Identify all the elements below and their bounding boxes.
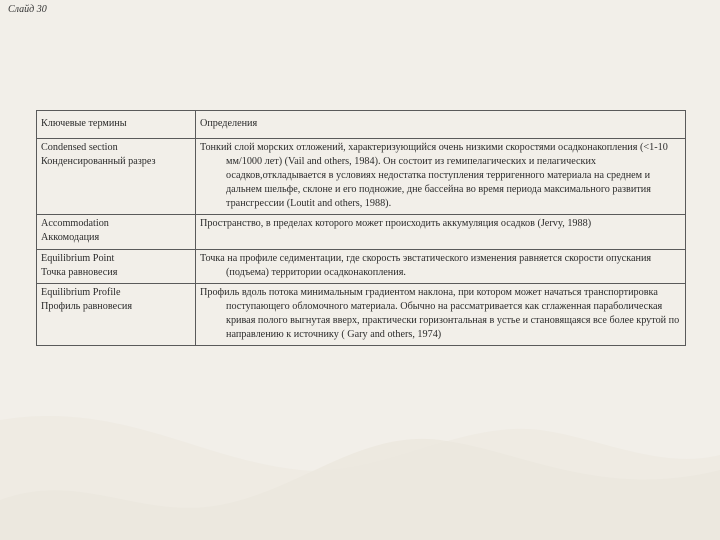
slide-number: Слайд 30 bbox=[8, 4, 47, 15]
table-row bbox=[37, 215, 686, 249]
definition-cell: Пространство, в пределах которого может происходить аккумуляция осадков (Jervy, 1988) bbox=[196, 215, 686, 249]
term-en: Equilibrium Profile bbox=[41, 286, 121, 298]
term-cell bbox=[37, 139, 196, 215]
term-ru: Точка равновесия bbox=[41, 266, 118, 278]
table-row bbox=[37, 249, 686, 283]
table-row bbox=[37, 139, 686, 215]
term-ru: Конденсированный разрез bbox=[41, 156, 156, 168]
term-cell bbox=[37, 249, 196, 283]
term-en: Accommodation bbox=[41, 218, 109, 230]
term-en: Equilibrium Point bbox=[41, 252, 115, 264]
table-row bbox=[37, 283, 686, 345]
terms-table bbox=[36, 110, 686, 346]
definition-cell: Тонкий слой морских отложений, характеризующийся очень низкими скоростями осадконакопления (<1-10 мм/1000 лет) (Vail and others, 1984). Он состоит из гемипелагических и пелагических осадков,откладывается в условиях недостатка поступления терригенного материала на среднем и дальнем шельфе, склоне и его подножие, дне бассейна во время периода максимального развития трансгрессии (Loutit and others, 1988). bbox=[196, 139, 686, 215]
term-cell bbox=[37, 283, 196, 345]
header-definitions: Определения bbox=[196, 111, 686, 139]
header-terms: Ключевые термины bbox=[37, 111, 196, 139]
definition-cell: Точка на профиле седиментации, где скорость эвстатического изменения равняется скорости опускания (подъема) территории осадконакопления. bbox=[196, 249, 686, 283]
term-ru: Профиль равновесия bbox=[41, 300, 133, 312]
term-ru: Аккомодация bbox=[41, 232, 100, 244]
term-cell bbox=[37, 215, 196, 249]
table-header-row bbox=[37, 111, 686, 139]
definition-cell: Профиль вдоль потока минимальным градиентом наклона, при котором может начаться транспортировка поступающего обломочного материала. Обычно на рассматривается как сглаженная параболическая кривая полого выгнутая вверх, практически горизонтальная в устье и становящаяся все более крутой по направлению к источнику ( Gary and others, 1974) bbox=[196, 283, 686, 345]
term-en: Condensed section bbox=[41, 142, 118, 153]
